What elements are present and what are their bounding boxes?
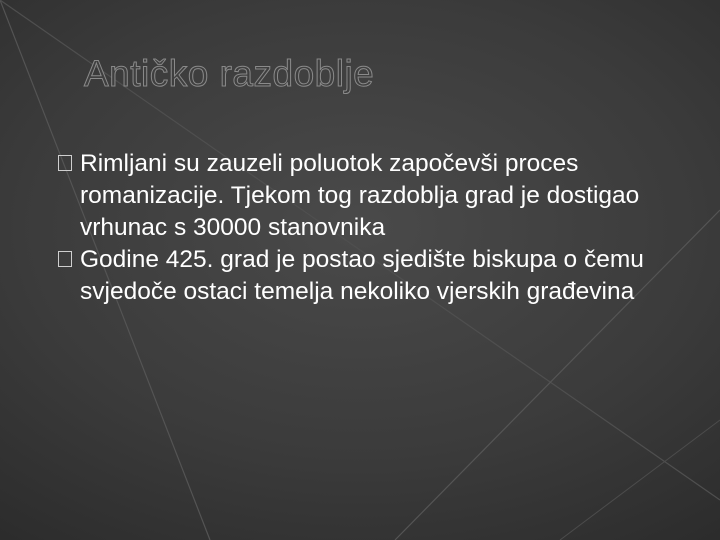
bullet-text: Rimljani su zauzeli poluotok započevši proces romanizacije. Tjekom tog razdoblja grad je dostigao vrhunac s 30000 stanovnika — [80, 150, 640, 241]
slide-title: Antičko razdoblje — [84, 53, 375, 94]
bullet-item — [58, 244, 678, 308]
hollow-square-bullet-icon — [58, 155, 72, 171]
bullet-item — [58, 148, 678, 244]
bullet-text: Godine 425. grad je postao sjedište biskupa o čemu svjedoče ostaci temelja nekoliko vjerskih građevina — [80, 246, 644, 305]
hollow-square-bullet-icon — [58, 251, 72, 267]
bullet-list — [58, 148, 678, 308]
decor-line-bottom — [560, 420, 720, 540]
